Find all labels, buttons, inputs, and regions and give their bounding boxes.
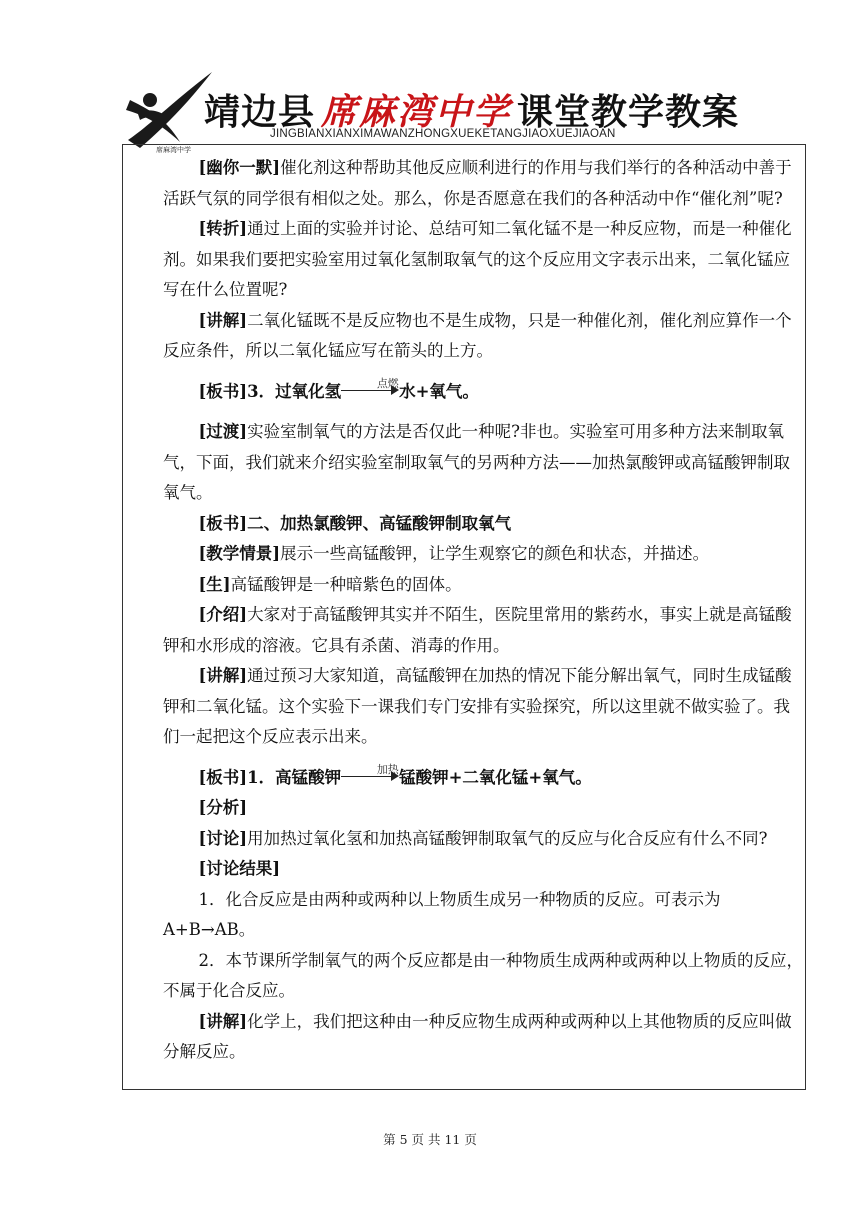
- lesson-paragraph: [163, 824, 803, 855]
- paragraph-text: 1．化合反应是由两种或两种以上物质生成另一种物质的反应。可表示为 A+B→AB。: [163, 889, 721, 939]
- equation-reactant: 3．过氧化氢: [247, 381, 342, 401]
- paragraph-tag: [转折]: [198, 219, 248, 238]
- school-name-calligraphy: 席麻湾中学: [321, 91, 512, 133]
- paragraph-tag: [生]: [198, 574, 231, 594]
- lesson-paragraph: [163, 509, 803, 540]
- paragraph-text: 化学上，我们把这种由一种反应物生成两种或两种以上其他物质的反应叫做分解反应。: [163, 1011, 792, 1061]
- paragraph-tag: [板书]: [198, 767, 248, 787]
- lesson-paragraph: [163, 946, 803, 1007]
- paragraph-tag: [板书]: [198, 513, 248, 533]
- lesson-paragraph: [163, 1007, 803, 1068]
- header-pinyin: JINGBIANXIANXIMAWANZHONGXUEKETANGJIAOXUEJIAOAN: [270, 128, 616, 140]
- lesson-paragraph: [163, 214, 803, 306]
- lesson-paragraph: [163, 570, 803, 601]
- paragraph-text: 高锰酸钾是一种暗紫色的固体。: [230, 574, 462, 594]
- lesson-paragraph: [163, 539, 803, 570]
- lesson-paragraph: [163, 793, 803, 824]
- paragraph-tag: [讨论]: [198, 828, 248, 848]
- paragraph-tag: [教学情景]: [198, 544, 281, 563]
- paragraph-text: 二氧化锰既不是反应物也不是生成物，只是一种催化剂，催化剂应算作一个反应条件，所以二氧化锰应写在箭头的上方。: [163, 310, 792, 360]
- paragraph-tag: [讲解]: [198, 666, 248, 685]
- reaction-arrow: [341, 762, 399, 785]
- reaction-arrow: [341, 376, 399, 399]
- plan-title: 课堂教学教案: [517, 92, 740, 133]
- reaction-condition: 加热: [376, 762, 399, 776]
- lesson-content-box: [122, 144, 806, 1090]
- svg-text:席麻湾中学: 席麻湾中学: [156, 146, 191, 154]
- paragraph-text: 用加热过氧化氢和加热高锰酸钾制取氧气的反应与化合反应有什么不同?: [247, 828, 768, 848]
- paragraph-text: 通过预习大家知道，高锰酸钾在加热的情况下能分解出氧气，同时生成锰酸钾和二氧化锰。这个实验下一课我们专门安排有实验探究，所以这里就不做实验了。我们一起把这个反应表示出来。: [163, 666, 792, 746]
- page-footer: 第 5 页 共 11 页: [383, 1132, 477, 1147]
- paragraph-text: 催化剂这种帮助其他反应顺利进行的作用与我们举行的各种活动中善于活跃气氛的同学很有相似之处。那么，你是否愿意在我们的各种活动中作“催化剂”呢?: [163, 158, 792, 208]
- lesson-paragraph: [163, 854, 803, 885]
- lesson-paragraph: [163, 377, 803, 408]
- lesson-paragraph: [163, 885, 803, 946]
- lesson-text: [163, 153, 803, 1068]
- school-logo-icon: [120, 70, 215, 155]
- paragraph-tag: [讲解]: [198, 1011, 248, 1031]
- paragraph-tag: [分析]: [198, 798, 248, 817]
- page-header: [120, 70, 760, 154]
- equation-reactant: 1．高锰酸钾: [247, 767, 342, 787]
- paragraph-text: 通过上面的实验并讨论、总结可知二氧化锰不是一种反应物，而是一种催化剂。如果我们要把实验室用过氧化氢制取氧气的这个反应用文字表示出来，二氧化锰应写在什么位置呢?: [163, 219, 792, 299]
- lesson-paragraph: [163, 153, 803, 214]
- header-title: [204, 84, 739, 132]
- paragraph-tag: [讨论结果]: [198, 859, 281, 878]
- paragraph-tag: [过渡]: [198, 422, 248, 441]
- paragraph-tag: [幽你一默]: [198, 158, 281, 177]
- lesson-paragraph: [163, 417, 803, 509]
- equation-products: 锰酸钾+二氧化锰+氧气。: [399, 767, 592, 787]
- paragraph-text: 二、加热氯酸钾、高锰酸钾制取氧气: [247, 513, 512, 533]
- paragraph-tag: [板书]: [198, 381, 248, 401]
- reaction-condition: 点燃: [376, 376, 399, 390]
- paragraph-text: 实验室制氧气的方法是否仅此一种呢?非也。实验室可用多种方法来制取氧气，下面，我们就来介绍实验室制取氧气的另两种方法——加热氯酸钾或高锰酸钾制取氧气。: [163, 422, 790, 502]
- county-name: 靖边县: [204, 92, 316, 133]
- lesson-paragraph: [163, 661, 803, 753]
- lesson-paragraph: [163, 600, 803, 661]
- equation-products: 水+氧气。: [399, 381, 479, 401]
- lesson-paragraph: [163, 763, 803, 794]
- paragraph-tag: [介绍]: [198, 605, 248, 624]
- paragraph-text: 2．本节课所学制氧气的两个反应都是由一种物质生成两种或两种以上物质的反应，不属于化合反应。: [163, 950, 803, 1000]
- paragraph-text: 大家对于高锰酸钾其实并不陌生，医院里常用的紫药水，事实上就是高锰酸钾和水形成的溶液。它具有杀菌、消毒的作用。: [163, 605, 792, 655]
- paragraph-text: 展示一些高锰酸钾，让学生观察它的颜色和状态，并描述。: [280, 544, 710, 563]
- lesson-paragraph: [163, 306, 803, 367]
- paragraph-tag: [讲解]: [198, 310, 248, 330]
